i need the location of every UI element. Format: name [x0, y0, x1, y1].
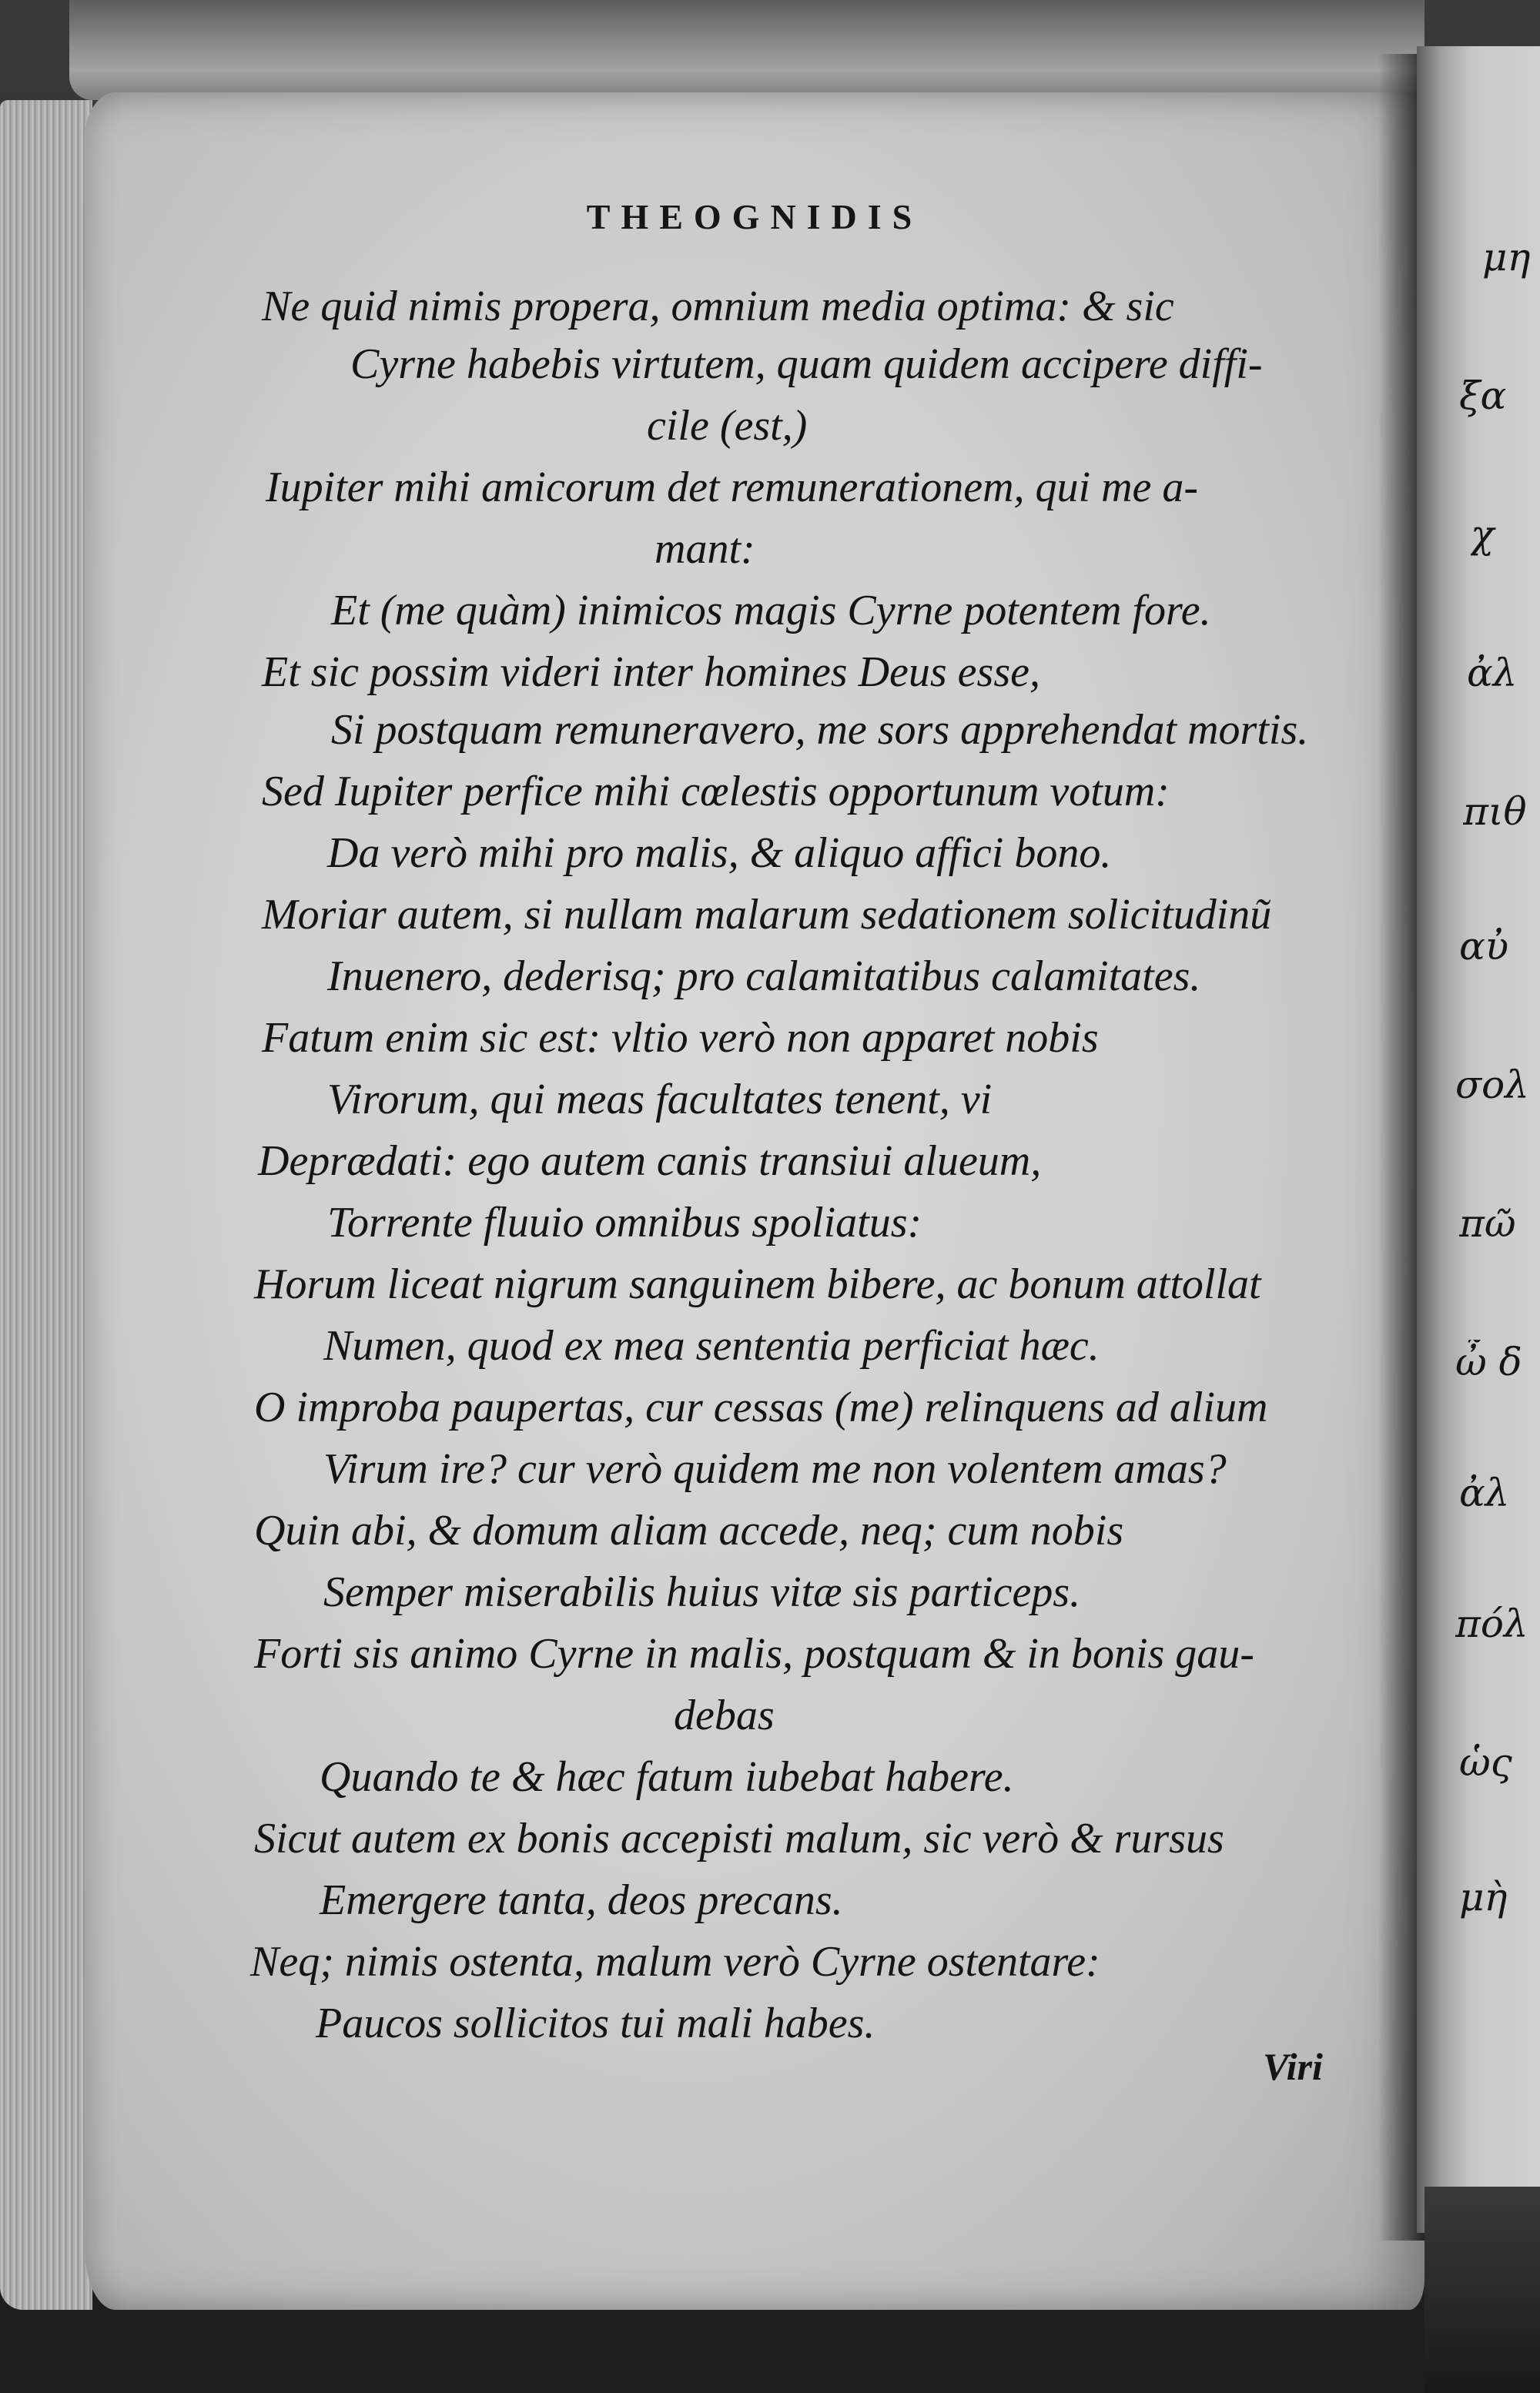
greek-fragment: σολ [1455, 1063, 1529, 1107]
verse-line: Da verò mihi pro malis, & aliquo affici bono. [327, 829, 1112, 877]
greek-fragment: ὡς [1459, 1740, 1512, 1785]
verse-line: Virorum, qui meas facultates tenent, vi [327, 1076, 993, 1123]
greek-fragment: αὐ [1459, 924, 1509, 969]
catchword: Viri [1263, 2045, 1323, 2088]
verse-line: Virum ire? cur verò quidem me non volentem amas? [323, 1445, 1227, 1493]
greek-fragment: ἀλ [1467, 651, 1518, 695]
verse-line: Torrente fluuio omnibus spoliatus: [327, 1199, 922, 1247]
greek-fragment: χ [1471, 512, 1495, 557]
greek-fragment: ξα [1459, 373, 1507, 418]
greek-fragment: μη [1482, 235, 1531, 279]
verse-line: Cyrne habebis virtutem, quam quidem accipere diffi- [350, 340, 1263, 388]
greek-fragment: ὦ δ [1455, 1340, 1522, 1384]
verse-line: Sicut autem ex bonis accepisti malum, sic verò & rursus [254, 1815, 1224, 1863]
left-page-stack [0, 100, 92, 2310]
verse-line: O improba paupertas, cur cessas (me) relinquens ad alium [254, 1384, 1268, 1431]
facing-page-bottom [1424, 2187, 1540, 2393]
running-head: THEOGNIDIS [586, 197, 923, 236]
verse-line: Ne quid nimis propera, omnium media optima: & sic [262, 283, 1174, 330]
verse-line: Et (me quàm) inimicos magis Cyrne potentem fore. [331, 587, 1211, 634]
verse-line: Iupiter mihi amicorum det remunerationem, qui me a- [266, 464, 1199, 511]
verse-line: Inuenero, dederisq; pro calamitatibus calamitates. [327, 952, 1201, 1000]
verse-line: Paucos sollicitos tui mali habes. [316, 2000, 875, 2047]
greek-fragment: ἀλ [1459, 1471, 1510, 1515]
greek-fragment: πιθ [1463, 789, 1527, 834]
verse-line: Quin abi, & domum aliam accede, neq; cum nobis [254, 1507, 1124, 1555]
top-page-edges [69, 0, 1424, 100]
greek-fragment: μὴ [1459, 1875, 1508, 1919]
verse-line: Horum liceat nigrum sanguinem bibere, ac bonum attollat [254, 1260, 1261, 1308]
verse-line: Fatum enim sic est: vltio verò non apparet nobis [262, 1014, 1099, 1062]
verse-line: Et sic possim videri inter homines Deus esse, [262, 648, 1040, 696]
verse-line: Numen, quod ex mea sententia perficiat hæc. [323, 1322, 1100, 1370]
greek-fragment: πόλ [1455, 1601, 1528, 1646]
verse-line: Moriar autem, si nullam malarum sedationem solicitudinũ [262, 891, 1272, 939]
verse-line: Neq; nimis ostenta, malum verò Cyrne ostentare: [250, 1938, 1100, 1986]
verse-line: Semper miserabilis huius vitæ sis particeps. [323, 1568, 1081, 1616]
verse-line: Si postquam remuneravero, me sors apprehendat mortis. [331, 706, 1309, 754]
verse-line: Quando te & hæc fatum iubebat habere. [320, 1753, 1014, 1801]
verse-line: mant: [654, 525, 755, 573]
verse-line: debas [674, 1692, 775, 1739]
verse-line: Deprædati: ego autem canis transiui alueum, [258, 1137, 1042, 1185]
verse-line: cile (est,) [647, 402, 808, 450]
verse-line: Sed Iupiter perfice mihi cœlestis opportunum votum: [262, 768, 1170, 815]
verse-line: Emergere tanta, deos precans. [320, 1876, 843, 1924]
greek-fragment: πῶ [1459, 1201, 1516, 1246]
verse-line: Forti sis animo Cyrne in malis, postquam & in bonis gau- [254, 1630, 1254, 1678]
